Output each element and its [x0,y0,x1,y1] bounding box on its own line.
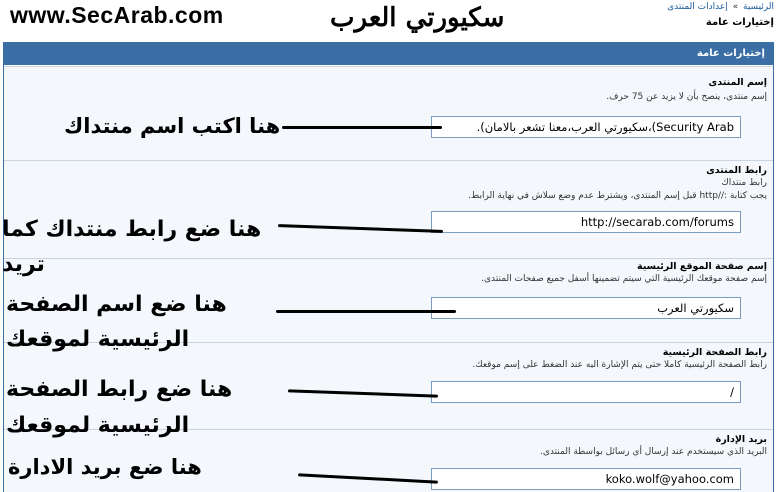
breadcrumb-separator: » [732,2,739,12]
setting-title: رابط المنتدى [706,165,767,176]
setting-title: إسم صفحة الموقع الرئيسية [637,261,767,272]
annotation-homepage-url-cont: الرئيسية لموقعك [6,413,190,438]
setting-forum-url [4,160,773,259]
panel-header: إختيارات عامة [4,43,773,65]
site-title-watermark: سكيورتي العرب [330,3,505,33]
annotation-forum-url-cont: تريد [2,252,45,277]
admin-email-field[interactable]: koko.wolf@yahoo.com [431,468,741,490]
setting-description: إسم منتدى، ينصح بأن لا يزيد عن 75 حرف. [606,92,767,102]
setting-description: البريد الذي سيستخدم عند إرسال أي رسائل بواسطة المنتدى. [539,447,767,457]
breadcrumb [667,2,774,12]
setting-description: رابط الصفحة الرئيسية كاملا حتى يتم الإشارة اليه عند الضغط على إسم موقعك. [472,360,767,370]
setting-description: رابط منتداك [721,178,767,188]
forum-name-field[interactable]: Security Arab)،سكيورتي العرب،معنا تشعر بالامان). [431,116,741,138]
page-title: إختيارات عامة [705,17,774,28]
annotation-homepage-url: هنا ضع رابط الصفحة [6,377,233,402]
setting-title: بريد الإدارة [715,434,767,445]
annotation-homepage-name: هنا ضع اسم الصفحة [6,292,227,317]
breadcrumb-forum-settings-link[interactable]: إعدادات المنتدى [667,2,728,12]
setting-description: إسم صفحة موقعك الرئيسية التي سيتم تضمينها أسفل جميع صفحات المنتدى. [481,274,767,284]
annotation-forum-name: هنا اكتب اسم منتداك [64,114,281,138]
setting-title: رابط الصفحة الرئيسية [662,347,767,358]
homepage-url-field[interactable]: / [431,381,741,403]
forum-url-field[interactable]: http://secarab.com/forums [431,211,741,233]
setting-description-note: يجب كتابة ://http قبل إسم المنتدى، ويشترط عدم وضع سلاش في نهاية الرابط. [468,191,767,201]
annotation-arrow [276,310,456,313]
breadcrumb-home-link[interactable]: الرئيسية [743,2,774,12]
annotation-admin-email: هنا ضع بريد الادارة [8,455,202,479]
annotation-forum-url: هنا ضع رابط منتداك كما [2,217,262,242]
homepage-name-field[interactable]: سكيورتي العرب [431,297,741,319]
setting-title: إسم المنتدى [708,77,767,88]
annotation-arrow [282,126,442,129]
site-url-watermark: www.SecArab.com [10,2,224,28]
annotation-homepage-name-cont: الرئيسية لموقعك [6,327,190,352]
